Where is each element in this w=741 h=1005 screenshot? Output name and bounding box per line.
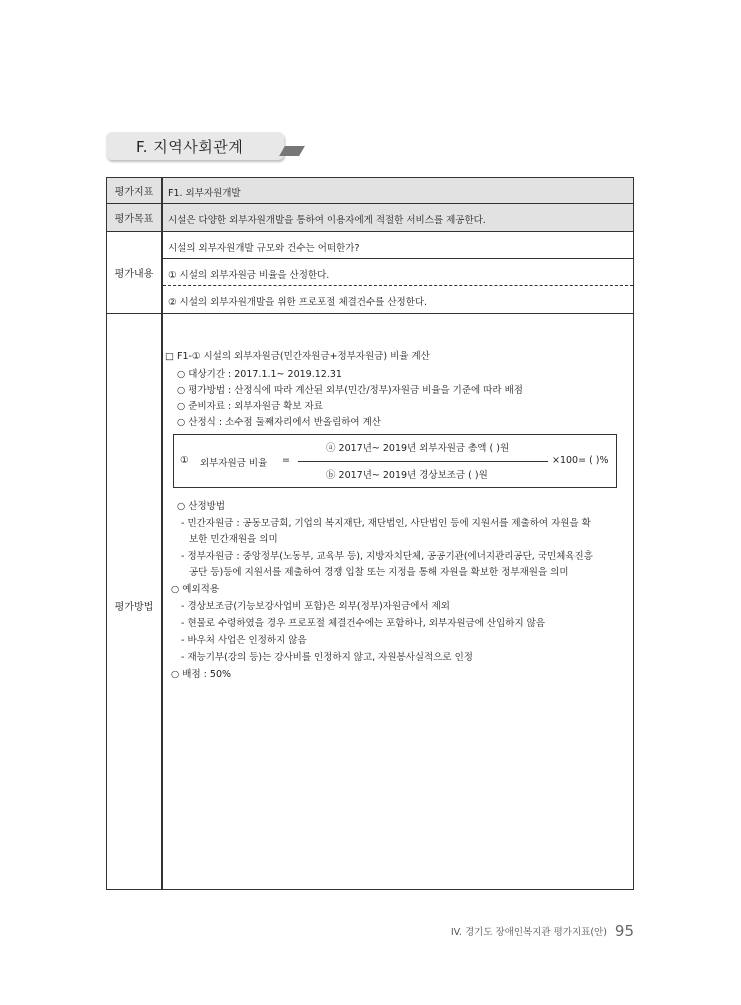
content-item: 시설의 외부자원개발 규모와 건수는 어떠한가? (168, 243, 360, 254)
fraction-bar (298, 461, 548, 462)
footer-text: IV. 경기도 장애인복지관 평가지표(안) (450, 927, 607, 938)
goal-value: 시설은 다양한 외부자원개발을 통하여 이용자에게 적절한 서비스를 제공한다. (168, 215, 486, 226)
exception-item: - 재능기부(강의 등)는 강사비를 인정하지 않고, 자원봉사실적으로 인정 (181, 652, 473, 663)
page-footer (451, 922, 634, 940)
evaluation-table (106, 177, 634, 890)
exception-item: - 바우처 사업은 인정하지 않음 (181, 635, 307, 646)
section-tab (106, 132, 284, 160)
tab-arrow-decoration (279, 146, 305, 156)
exception-item: - 경상보조금(기능보강사업비 포함)은 외부(정부)자원금에서 제외 (181, 601, 450, 612)
method-bullet: ○ 평가방법 : 산정식에 따라 계산된 외부(민간/정부)자원금 비율을 기준에 따라 배점 (177, 385, 523, 396)
row-method (107, 314, 633, 889)
divider (163, 258, 633, 259)
goal-label: 평가목표 (107, 204, 163, 231)
content-item: ① 시설의 외부자원금 비율을 산정한다. (168, 270, 330, 281)
content-item: ② 시설의 외부자원개발을 위한 프로포절 체결건수를 산정한다. (168, 297, 428, 308)
formula-name: 외부자원금 비율 (200, 458, 268, 469)
calc-title: ○ 산정방법 (177, 501, 226, 512)
calc-item: - 정부자원금 : 중앙정부(노동부, 교육부 등), 지방자치단체, 공공기관(에너지관리공단, 국민체육진흥 (181, 551, 593, 562)
page-number: 95 (614, 922, 634, 940)
formula-result: ×100= ( )% (552, 455, 609, 466)
row-indicator (107, 178, 633, 203)
formula-equals: = (282, 455, 290, 466)
indicator-label: 평가지표 (107, 178, 163, 203)
calc-item: - 민간자원금 : 공동모금회, 기업의 복지재단, 재단법인, 사단법인 등에 지원서를 제출하여 자원을 확 (181, 518, 591, 529)
method-bullet: ○ 준비자료 : 외부자원금 확보 자료 (177, 401, 323, 412)
formula-box (173, 434, 617, 488)
exception-item: - 현물로 수령하였을 경우 프로포절 체결건수에는 포함하나, 외부자원금에 산입하지 않음 (181, 618, 545, 629)
content-label: 평가내용 (107, 232, 163, 313)
method-label: 평가방법 (107, 314, 163, 889)
dashed-divider (163, 285, 633, 286)
score: ○ 배점 : 50% (171, 669, 232, 680)
exceptions-title: ○ 예외적용 (171, 584, 220, 595)
indicator-value: F1. 외부자원개발 (168, 188, 241, 199)
method-bullet: ○ 산정식 : 소수점 둘째자리에서 반올림하여 계산 (177, 417, 381, 428)
formula-numerator: ⓐ 2017년~ 2019년 외부자원금 총액 ( )원 (326, 443, 510, 454)
row-content (107, 232, 633, 313)
method-bullet: ○ 대상기간 : 2017.1.1~ 2019.12.31 (177, 369, 342, 380)
calc-item: 보한 민간재원을 의미 (189, 534, 278, 545)
method-heading: □ F1-① 시설의 외부자원금(민간자원금+정부자원금) 비율 계산 (165, 351, 430, 362)
formula-denominator: ⓑ 2017년~ 2019년 경상보조금 ( )원 (326, 470, 488, 481)
row-goal (107, 204, 633, 231)
formula-index: ① (180, 455, 189, 466)
calc-item: 공단 등)등에 지원서를 제출하여 경쟁 입찰 또는 지정을 통해 자원을 확보한 정부재원을 의미 (189, 567, 569, 578)
section-title: F. 지역사회관계 (136, 138, 244, 156)
